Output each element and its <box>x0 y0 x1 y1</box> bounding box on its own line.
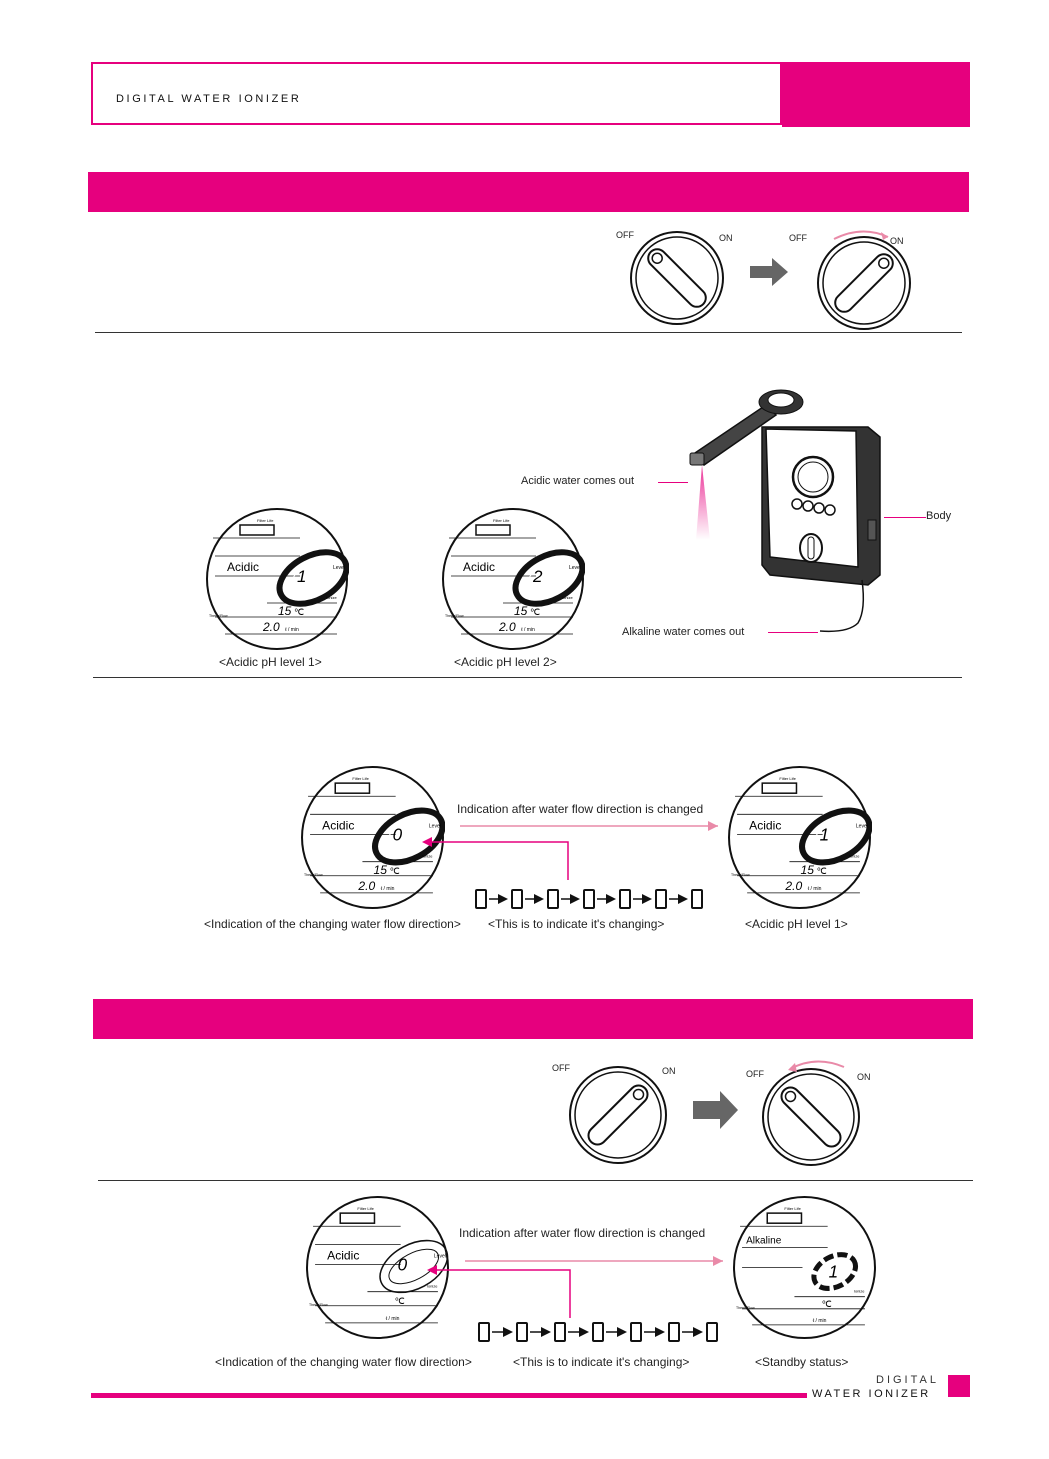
svg-text:℃: ℃ <box>530 607 541 617</box>
caption-acidic-level2: <Acidic pH level 2> <box>454 655 557 669</box>
svg-text:Level: Level <box>433 1253 446 1260</box>
svg-text:Therm/Flow: Therm/Flow <box>736 1305 755 1310</box>
svg-text:Ionize: Ionize <box>853 1288 865 1294</box>
divider <box>98 1180 973 1181</box>
switch-on-label: ON <box>890 236 904 246</box>
svg-text:2.0: 2.0 <box>263 620 280 634</box>
changing-sequence-1 <box>472 886 717 914</box>
ionizer-device-illustration <box>680 385 960 645</box>
switch-on-label: ON <box>662 1066 676 1076</box>
callout-line <box>658 482 688 483</box>
svg-text:Acidic: Acidic <box>749 818 782 833</box>
caption-changing: <This is to indicate it's changing> <box>513 1355 690 1369</box>
svg-text:Ionize: Ionize <box>326 595 337 600</box>
svg-text:2: 2 <box>533 567 543 586</box>
svg-text:15: 15 <box>514 604 528 618</box>
svg-text:Level: Level <box>428 823 441 830</box>
switch-on-label: ON <box>719 233 733 243</box>
svg-text:Ionize: Ionize <box>562 595 573 600</box>
svg-text:Acidic: Acidic <box>322 818 355 833</box>
switch-on-label: ON <box>857 1072 871 1082</box>
svg-text:Ionize: Ionize <box>426 1283 438 1289</box>
caption-standby: <Standby status> <box>755 1355 849 1369</box>
svg-text:ℓ / min: ℓ / min <box>385 1315 400 1322</box>
acidic-out-label: Acidic water comes out <box>521 475 635 487</box>
changing-sequence-2 <box>475 1319 730 1347</box>
divider <box>93 677 962 678</box>
svg-text:ℓ / min: ℓ / min <box>285 627 299 633</box>
lcd-display-acidic-level2 <box>441 507 585 651</box>
switch-off-label: OFF <box>746 1069 764 1079</box>
switch-diagram-off <box>548 1055 878 1167</box>
indication-after-label: Indication after water flow direction is changed <box>459 1226 706 1240</box>
svg-text:15: 15 <box>373 862 387 877</box>
header-accent-block <box>782 62 970 127</box>
svg-text:1: 1 <box>828 1262 839 1282</box>
footer-brand-line1: DIGITAL <box>876 1374 939 1386</box>
svg-text:15: 15 <box>800 862 814 877</box>
svg-text:2.0: 2.0 <box>785 878 803 893</box>
svg-text:2.0: 2.0 <box>358 878 376 893</box>
header-title: DIGITAL WATER IONIZER <box>116 93 302 105</box>
section-bar-2 <box>93 999 973 1039</box>
svg-text:Filter Life: Filter Life <box>352 776 369 782</box>
svg-text:℃: ℃ <box>816 865 827 876</box>
alkaline-out-label: Alkaline water comes out <box>622 626 745 638</box>
svg-text:℃: ℃ <box>294 607 305 617</box>
footer-brand-line2: WATER IONIZER <box>812 1388 931 1400</box>
svg-text:Filter Life: Filter Life <box>779 776 796 782</box>
svg-text:Alkaline: Alkaline <box>746 1235 782 1247</box>
divider <box>95 332 962 333</box>
svg-text:Therm/Flow: Therm/Flow <box>445 614 464 618</box>
caption-acidic-level1: <Acidic pH level 1> <box>219 655 322 669</box>
svg-text:ℓ / min: ℓ / min <box>380 885 395 892</box>
svg-text:Acidic: Acidic <box>463 560 496 574</box>
body-label: Body <box>926 510 952 522</box>
switch-off-label: OFF <box>616 230 634 240</box>
footer-accent-square <box>948 1375 970 1397</box>
svg-text:Level: Level <box>855 823 868 830</box>
caption-acidic-level1-after: <Acidic pH level 1> <box>745 917 848 931</box>
caption-changing-direction: <Indication of the changing water flow direction> <box>215 1355 472 1369</box>
callout-line <box>884 517 926 518</box>
svg-text:Therm/Flow: Therm/Flow <box>309 1302 328 1307</box>
indication-after-label: Indication after water flow direction is changed <box>457 802 704 816</box>
svg-text:℃: ℃ <box>389 865 400 876</box>
svg-text:ℓ / min: ℓ / min <box>812 1317 827 1324</box>
switch-off-label: OFF <box>552 1063 570 1073</box>
svg-text:1: 1 <box>819 825 830 845</box>
switch-off-label: OFF <box>789 233 807 243</box>
caption-changing: <This is to indicate it's changing> <box>488 917 665 931</box>
svg-text:Therm/Flow: Therm/Flow <box>304 872 323 877</box>
lcd-display-standby <box>732 1195 877 1340</box>
svg-text:1: 1 <box>297 567 307 586</box>
svg-text:Filter Life: Filter Life <box>493 518 510 523</box>
footer-line <box>91 1393 807 1398</box>
svg-text:℃: ℃ <box>821 1298 832 1309</box>
svg-text:2.0: 2.0 <box>499 620 516 634</box>
lcd-display-acidic-level1-after <box>727 765 872 910</box>
svg-text:Therm/Flow: Therm/Flow <box>731 872 750 877</box>
svg-text:Acidic: Acidic <box>227 560 260 574</box>
svg-text:0: 0 <box>397 1255 408 1275</box>
lcd-display-acidic-level1 <box>205 507 349 651</box>
svg-text:Therm/Flow: Therm/Flow <box>209 614 228 618</box>
svg-text:Level: Level <box>333 565 345 571</box>
svg-text:0: 0 <box>392 825 403 845</box>
svg-text:Filter Life: Filter Life <box>257 518 274 523</box>
svg-text:Level: Level <box>569 565 581 571</box>
svg-text:Ionize: Ionize <box>848 853 860 859</box>
svg-text:Filter Life: Filter Life <box>784 1206 801 1212</box>
svg-text:Acidic: Acidic <box>327 1248 360 1263</box>
svg-text:15: 15 <box>278 604 292 618</box>
svg-text:℃: ℃ <box>394 1295 405 1306</box>
svg-text:ℓ / min: ℓ / min <box>807 885 822 892</box>
callout-line <box>768 632 818 633</box>
svg-text:Ionize: Ionize <box>421 853 433 859</box>
caption-changing-direction: <Indication of the changing water flow direction> <box>204 917 461 931</box>
svg-text:Filter Life: Filter Life <box>357 1206 374 1212</box>
section-bar-1 <box>88 172 969 212</box>
svg-text:ℓ / min: ℓ / min <box>521 627 535 633</box>
